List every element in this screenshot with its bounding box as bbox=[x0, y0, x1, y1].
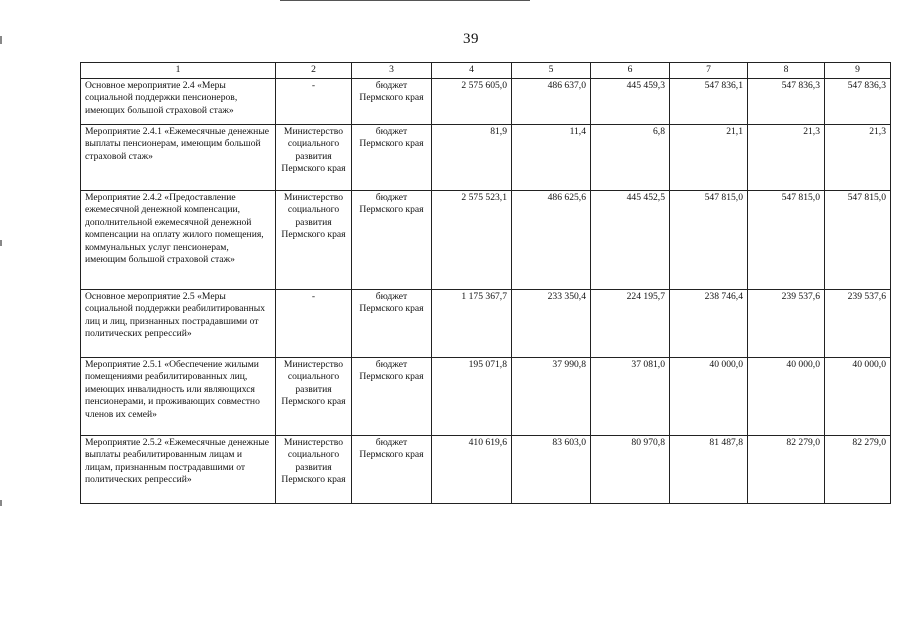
amount-cell: 40 000,0 bbox=[748, 358, 825, 436]
amount-cell: 82 279,0 bbox=[825, 436, 891, 504]
amount-cell: 224 195,7 bbox=[591, 290, 670, 358]
amount-cell: 82 279,0 bbox=[748, 436, 825, 504]
table-row bbox=[81, 290, 891, 358]
amount-cell: 445 452,5 bbox=[591, 191, 670, 290]
amount-cell: 547 815,0 bbox=[825, 191, 891, 290]
amount-cell: 1 175 367,7 bbox=[432, 290, 512, 358]
amount-cell: 6,8 bbox=[591, 125, 670, 191]
activity-name-cell: Мероприятие 2.4.1 «Ежемесячные денежные выплаты пенсионерам, имеющим большой страховой стаж» bbox=[81, 125, 276, 191]
table-row bbox=[81, 125, 891, 191]
executor-cell: - bbox=[276, 290, 352, 358]
scan-edge-mark bbox=[0, 240, 2, 246]
amount-cell: 40 000,0 bbox=[670, 358, 748, 436]
funding-source-cell: бюджет Пермского края bbox=[352, 125, 432, 191]
executor-cell: Министерство социального развития Пермского края bbox=[276, 125, 352, 191]
amount-cell: 547 836,3 bbox=[748, 79, 825, 125]
amount-cell: 547 836,3 bbox=[825, 79, 891, 125]
amount-cell: 11,4 bbox=[512, 125, 591, 191]
header-cell: 9 bbox=[825, 63, 891, 79]
header-cell: 7 bbox=[670, 63, 748, 79]
activity-name-cell: Основное мероприятие 2.4 «Меры социальной поддержки пенсионеров, имеющих большой страховой стаж» bbox=[81, 79, 276, 125]
table-row bbox=[81, 436, 891, 504]
amount-cell: 486 637,0 bbox=[512, 79, 591, 125]
funding-source-cell: бюджет Пермского края bbox=[352, 290, 432, 358]
amount-cell: 81,9 bbox=[432, 125, 512, 191]
header-cell: 3 bbox=[352, 63, 432, 79]
header-row bbox=[81, 63, 891, 79]
amount-cell: 239 537,6 bbox=[748, 290, 825, 358]
executor-cell: Министерство социального развития Пермского края bbox=[276, 436, 352, 504]
amount-cell: 547 815,0 bbox=[748, 191, 825, 290]
activity-name-cell: Мероприятие 2.4.2 «Предоставление ежемесячной денежной компенсации, дополнительной ежемесячной денежной компенсации на оплату жилого помещения, коммунальных услуг пенсионерам, имеющим большой страховой стаж» bbox=[81, 191, 276, 290]
amount-cell: 195 071,8 bbox=[432, 358, 512, 436]
funding-source-cell: бюджет Пермского края bbox=[352, 191, 432, 290]
amount-cell: 410 619,6 bbox=[432, 436, 512, 504]
amount-cell: 486 625,6 bbox=[512, 191, 591, 290]
header-cell: 6 bbox=[591, 63, 670, 79]
header-cell: 5 bbox=[512, 63, 591, 79]
amount-cell: 21,3 bbox=[825, 125, 891, 191]
amount-cell: 37 990,8 bbox=[512, 358, 591, 436]
amount-cell: 547 815,0 bbox=[670, 191, 748, 290]
amount-cell: 40 000,0 bbox=[825, 358, 891, 436]
amount-cell: 2 575 523,1 bbox=[432, 191, 512, 290]
executor-cell: Министерство социального развития Пермского края bbox=[276, 191, 352, 290]
activity-name-cell: Мероприятие 2.5.2 «Ежемесячные денежные выплаты реабилитированным лицам и лицам, признанным пострадавшими от политических репрессий» bbox=[81, 436, 276, 504]
amount-cell: 37 081,0 bbox=[591, 358, 670, 436]
amount-cell: 83 603,0 bbox=[512, 436, 591, 504]
amount-cell: 238 746,4 bbox=[670, 290, 748, 358]
amount-cell: 21,3 bbox=[748, 125, 825, 191]
scan-edge-mark bbox=[0, 500, 2, 506]
funding-source-cell: бюджет Пермского края bbox=[352, 79, 432, 125]
header-cell: 8 bbox=[748, 63, 825, 79]
table-body bbox=[81, 63, 891, 504]
funding-source-cell: бюджет Пермского края bbox=[352, 358, 432, 436]
amount-cell: 80 970,8 bbox=[591, 436, 670, 504]
amount-cell: 81 487,8 bbox=[670, 436, 748, 504]
executor-cell: - bbox=[276, 79, 352, 125]
amount-cell: 2 575 605,0 bbox=[432, 79, 512, 125]
amount-cell: 233 350,4 bbox=[512, 290, 591, 358]
executor-cell: Министерство социального развития Пермского края bbox=[276, 358, 352, 436]
table-row bbox=[81, 191, 891, 290]
page-number: 39 bbox=[463, 31, 479, 47]
header-cell: 4 bbox=[432, 63, 512, 79]
funding-source-cell: бюджет Пермского края bbox=[352, 436, 432, 504]
amount-cell: 21,1 bbox=[670, 125, 748, 191]
amount-cell: 445 459,3 bbox=[591, 79, 670, 125]
table-row bbox=[81, 358, 891, 436]
header-cell: 1 bbox=[81, 63, 276, 79]
budget-table bbox=[80, 62, 891, 504]
top-rule bbox=[280, 0, 530, 1]
activity-name-cell: Мероприятие 2.5.1 «Обеспечение жилыми помещениями реабилитированных лиц, имеющих инвалидность или являющихся пенсионерами, и проживающих совместно членов их семей» bbox=[81, 358, 276, 436]
amount-cell: 547 836,1 bbox=[670, 79, 748, 125]
header-cell: 2 bbox=[276, 63, 352, 79]
amount-cell: 239 537,6 bbox=[825, 290, 891, 358]
activity-name-cell: Основное мероприятие 2.5 «Меры социальной поддержки реабилитированных лиц и лиц, признанных пострадавшими от политических репрессий» bbox=[81, 290, 276, 358]
table-row bbox=[81, 79, 891, 125]
